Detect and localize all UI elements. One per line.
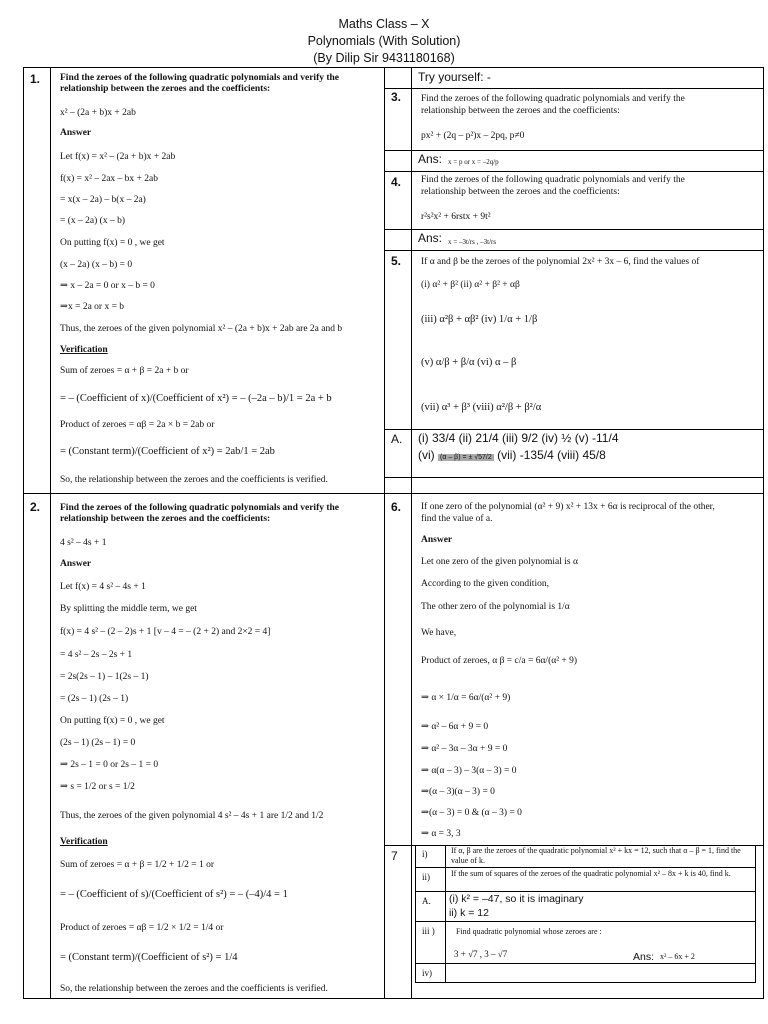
verification-step: = – (Coefficient of s)/(Coefficient of s²) = – (–4)/4 = 1 xyxy=(60,889,288,900)
verification-step: = (Constant term)/(Coefficient of s²) = 1/4 xyxy=(60,952,238,963)
solution-step: The other zero of the polynomial is 1/α xyxy=(421,602,570,612)
doc-title: Maths Class – X xyxy=(338,17,430,31)
try-yourself-heading: Try yourself: - xyxy=(418,70,491,84)
subpart-text: If α, β are the zeroes of the quadratic polynomial x² + kx = 12, such that α – β = 1, find the value of k. xyxy=(451,846,741,865)
solution-step: = (x – 2a) (x – b) xyxy=(60,216,125,226)
solution-step: On putting f(x) = 0 , we get xyxy=(60,238,165,248)
solution-step: ⇒(α – 3) = 0 & (α – 3) = 0 xyxy=(421,808,522,818)
question-text: relationship between the zeroes and the coefficients: xyxy=(421,106,620,116)
answer-heading: Answer xyxy=(60,128,92,138)
solution-step: Let f(x) = x² – (2a + b)x + 2ab xyxy=(60,152,176,162)
polynomial: r²s²x² + 6rstx + 9t² xyxy=(421,212,491,222)
answer-value: (i) k² = –47, so it is imaginary xyxy=(449,893,584,905)
answer-value: ii) k = 12 xyxy=(449,907,489,919)
question-number: 1. xyxy=(30,72,41,86)
answer-heading: Answer xyxy=(421,535,453,545)
subtable-row-divider xyxy=(415,891,756,892)
verification-step: = (Constant term)/(Coefficient of x²) = 2ab/1 = 2ab xyxy=(60,446,275,457)
solution-conclusion: Thus, the zeroes of the given polynomial x² – (2a + b)x + 2ab are 2a and b xyxy=(60,324,343,334)
solution-step: ⇒ 2s – 1 = 0 or 2s – 1 = 0 xyxy=(60,760,159,770)
question-part: (iii) α²β + αβ² (iv) 1/α + 1/β xyxy=(421,314,538,325)
question-text: Find the zeroes of the following quadratic polynomials and verify the xyxy=(60,503,340,513)
solution-step: According to the given condition, xyxy=(421,579,549,589)
solution-step: = 4 s² – 2s – 2s + 1 xyxy=(60,650,133,660)
answer-value: x = –3t/rs , –3t/rs xyxy=(448,238,497,246)
solution-step: ⇒ α = 3, 3 xyxy=(421,829,461,839)
subpart-label: iii ) xyxy=(422,926,435,936)
question-part: (i) α² + β² (ii) α² + β² + αβ xyxy=(421,280,520,290)
verification-step: Sum of zeroes = α + β = 1/2 + 1/2 = 1 or xyxy=(60,860,215,870)
question-number: 5. xyxy=(391,254,402,268)
question-text: find the value of a. xyxy=(421,514,493,524)
col-divider-middle xyxy=(384,67,385,999)
question-text: relationship between the zeroes and the coefficients: xyxy=(60,514,271,524)
solution-step: Let f(x) = 4 s² – 4s + 1 xyxy=(60,582,146,592)
solution-step: ⇒ α² – 6α + 9 = 0 xyxy=(421,722,489,732)
solution-step: ⇒ x – 2a = 0 or x – b = 0 xyxy=(60,281,155,291)
question-text: If α and β be the zeroes of the polynomial 2x² + 3x – 6, find the values of xyxy=(421,257,700,267)
solution-step: f(x) = x² – 2ax – bx + 2ab xyxy=(60,174,158,184)
verification-step: Product of zeroes = αβ = 2a × b = 2ab or xyxy=(60,420,215,430)
subpart-label: iv) xyxy=(422,968,432,978)
polynomial: px² + (2q – p²)x – 2pq, p≠0 xyxy=(421,131,525,141)
question-part: (vii) α³ + β³ (viii) α²/β + β²/α xyxy=(421,402,542,413)
polynomial: 4 s² – 4s + 1 xyxy=(60,538,107,548)
row-divider-main xyxy=(23,493,764,494)
solution-step: = (2s – 1) (2s – 1) xyxy=(60,694,129,704)
solution-step: On putting f(x) = 0 , we get xyxy=(60,716,165,726)
solution-conclusion: Thus, the zeroes of the given polynomial 4 s² – 4s + 1 are 1/2 and 1/2 xyxy=(60,811,324,821)
answer-value-line xyxy=(418,449,606,464)
question-text: Find the zeroes of the following quadratic polynomials and verify the xyxy=(421,94,685,104)
answer-heading: Answer xyxy=(60,559,92,569)
row-divider xyxy=(384,477,764,478)
subtable-row-divider xyxy=(415,921,756,922)
verification-heading: Verification xyxy=(60,345,108,355)
solution-step: Let one zero of the given polynomial is α xyxy=(421,557,578,567)
solution-step: ⇒ α(α – 3) – 3(α – 3) = 0 xyxy=(421,766,517,776)
subpart-label: ii) xyxy=(422,872,430,882)
solution-step: By splitting the middle term, we get xyxy=(60,604,197,614)
subpart-text: If the sum of squares of the zeroes of the quadratic polynomial x² – 8x + k is 40, find k. xyxy=(451,869,731,878)
subpart-label: i) xyxy=(422,849,428,859)
row-divider xyxy=(384,229,764,230)
solution-step: ⇒(α – 3)(α – 3) = 0 xyxy=(421,787,495,797)
doc-subtitle: Polynomials (With Solution) xyxy=(307,34,461,48)
answer-value: (i) 33/4 (ii) 21/4 (iii) 9/2 (iv) ½ (v) -11/4 xyxy=(418,431,619,445)
question-number: 7 xyxy=(391,849,398,863)
verification-conclusion: So, the relationship between the zeroes and the coefficients is verified. xyxy=(60,984,328,994)
subtable-row-divider xyxy=(415,963,756,964)
answer-label: Ans: xyxy=(633,951,655,963)
verification-heading: Verification xyxy=(60,837,108,847)
answer-label: A. xyxy=(391,432,403,446)
question-number: 4. xyxy=(391,175,402,189)
solution-step: ⇒ s = 1/2 or s = 1/2 xyxy=(60,782,135,792)
answer-label: Ans: xyxy=(418,231,443,245)
answer-part: (vii) -135/4 (viii) 45/8 xyxy=(493,448,606,462)
solution-step: ⇒x = 2a or x = b xyxy=(60,302,125,312)
verification-step: Sum of zeroes = α + β = 2a + b or xyxy=(60,366,189,376)
verification-step: = – (Coefficient of x)/(Coefficient of x²) = – (–2a – b)/1 = 2a + b xyxy=(60,393,332,404)
question-number: 6. xyxy=(391,500,402,514)
solution-step: We have, xyxy=(421,628,457,638)
solution-step: (2s – 1) (2s – 1) = 0 xyxy=(60,738,136,748)
verification-step: Product of zeroes = αβ = 1/2 × 1/2 = 1/4 or xyxy=(60,923,224,933)
answer-value: x² – 6x + 2 xyxy=(660,952,695,961)
solution-step: ⇒ α² – 3α – 3α + 9 = 0 xyxy=(421,744,508,754)
solution-step: f(x) = 4 s² – (2 – 2)s + 1 [v – 4 = – (2 + 2) and 2×2 = 4] xyxy=(60,627,271,637)
question-text: Find the zeroes of the following quadratic polynomials and verify the xyxy=(421,175,685,185)
answer-label: Ans: xyxy=(418,152,443,166)
answer-label: A. xyxy=(422,896,431,906)
col-divider-left xyxy=(50,67,51,999)
verification-conclusion: So, the relationship between the zeroes and the coefficients is verified. xyxy=(60,475,328,485)
question-text: If one zero of the polynomial (α² + 9) x² + 13x + 6α is reciprocal of the other, xyxy=(421,502,715,512)
subtable-row-divider xyxy=(415,867,756,868)
highlighted-answer: (α – β) = ± √57/2 xyxy=(440,454,492,461)
question-text: relationship between the zeroes and the coefficients: xyxy=(60,84,271,94)
polynomial: x² – (2a + b)x + 2ab xyxy=(60,108,136,118)
question-text: Find the zeroes of the following quadratic polynomials and verify the xyxy=(60,73,340,83)
solution-step: = x(x – 2a) – b(x – 2a) xyxy=(60,195,146,205)
question-part: (v) α/β + β/α (vi) α – β xyxy=(421,357,517,368)
question-text: relationship between the zeroes and the coefficients: xyxy=(421,187,620,197)
row-divider xyxy=(384,429,764,430)
question-number: 3. xyxy=(391,90,402,104)
row-divider xyxy=(384,171,764,172)
subpart-zeroes: 3 + √7 , 3 – √7 xyxy=(454,949,508,959)
question-number: 2. xyxy=(30,500,41,514)
row-divider xyxy=(384,88,764,89)
solution-step: = 2s(2s – 1) – 1(2s – 1) xyxy=(60,672,149,682)
solution-step: Product of zeroes, α β = c/a = 6α/(α² + 9) xyxy=(421,656,578,666)
solution-step: ⇒ α × 1/α = 6α/(α² + 9) xyxy=(421,693,511,703)
row-divider xyxy=(384,250,764,251)
col-divider-right xyxy=(411,67,412,999)
solution-step: (x – 2a) (x – b) = 0 xyxy=(60,260,133,270)
answer-value: x = p or x = –2q/p xyxy=(448,158,499,166)
subpart-text: Find quadratic polynomial whose zeroes are : xyxy=(456,927,602,936)
answer-part: (vi) xyxy=(418,448,435,462)
row-divider xyxy=(384,150,764,151)
doc-author: (By Dilip Sir 9431180168) xyxy=(313,51,455,65)
